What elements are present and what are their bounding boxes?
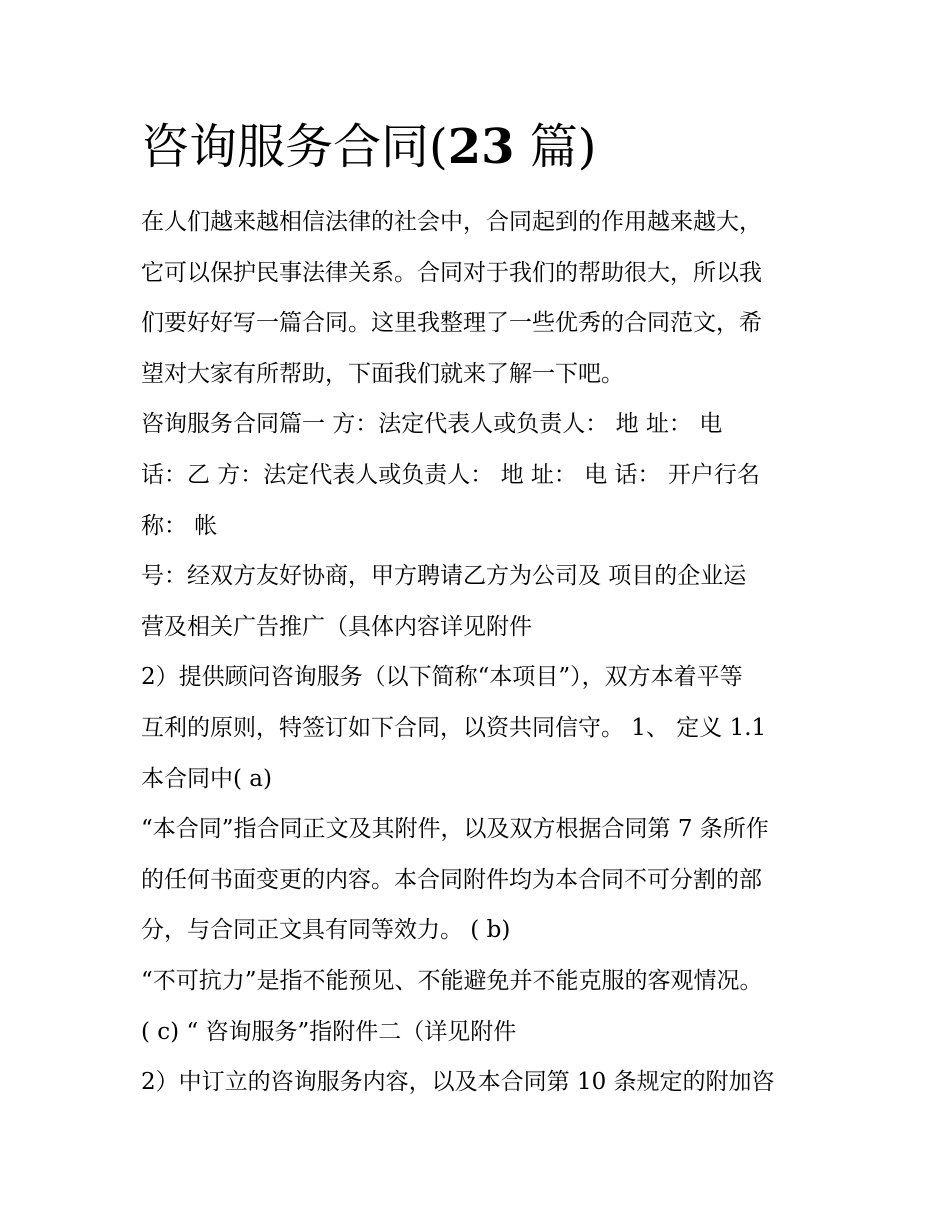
title-prefix: 咨询服务合同(: [141, 119, 448, 175]
text-line: 们要好好写一篇合同。这里我整理了一些优秀的合同范文，希: [141, 310, 762, 337]
text-line: 号：经双方友好协商，甲方聘请乙方为公司及 项目的企业运: [141, 563, 747, 590]
document-title: [141, 113, 597, 181]
text-line: 2）提供顾问咨询服务（以下简称“本项目”），双方本着平等: [141, 664, 743, 691]
text-line: 在人们越来越相信法律的社会中，合同起到的作用越来越大，: [141, 209, 762, 235]
text-line: 它可以保护民事法律关系。合同对于我们的帮助很大，所以我: [141, 259, 762, 286]
text-line: 望对大家有所帮助，下面我们就来了解一下吧。: [141, 360, 624, 387]
text-line: 本合同中( a): [141, 765, 272, 792]
text-line: “不可抗力”是指不能预见、不能避免并不能克服的客观情况。: [141, 967, 763, 994]
text-line: 2）中订立的咨询服务内容，以及本合同第 10 条规定的附加咨: [141, 1069, 775, 1096]
text-line: 咨询服务合同篇一 方：法定代表人或负责人： 地 址： 电: [141, 411, 723, 438]
text-line: “本合同”指合同正文及其附件，以及双方根据合同第 7 条所作: [141, 816, 769, 843]
document-body: [141, 197, 821, 1108]
title-suffix: 篇): [514, 119, 597, 175]
text-line: 称： 帐: [141, 512, 218, 539]
text-line: 话：乙 方：法定代表人或负责人： 地 址： 电 话： 开户行名: [141, 461, 760, 488]
text-line: 的任何书面变更的内容。本合同附件均为本合同不可分割的部: [141, 866, 762, 893]
text-line: 营及相关广告推广（具体内容详见附件: [141, 613, 532, 640]
text-line: 互利的原则，特签订如下合同，以资共同信守。 1、 定义 1.1: [141, 714, 767, 741]
title-number: 23: [447, 119, 515, 175]
text-line: ( c) “ 咨询服务”指附件二（详见附件: [141, 1018, 517, 1045]
text-line: 分，与合同正文具有同等效力。 ( b): [141, 917, 511, 944]
